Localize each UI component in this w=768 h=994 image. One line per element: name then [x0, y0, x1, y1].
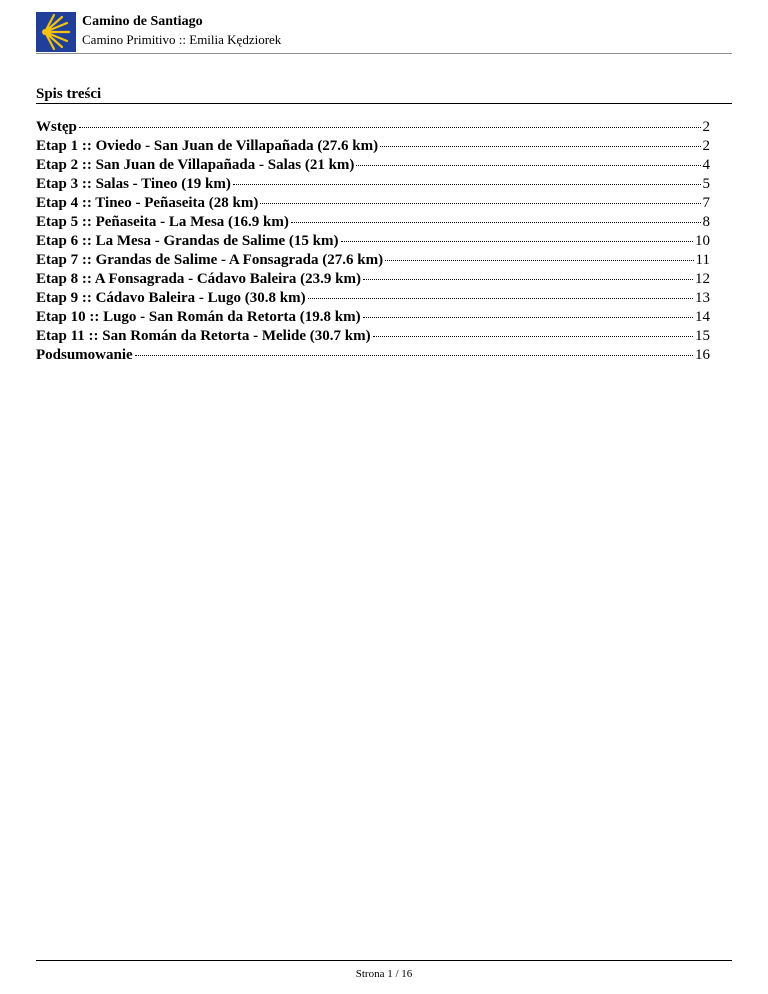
toc-entry[interactable] — [36, 233, 710, 252]
toc-leader-dots — [341, 241, 694, 242]
toc-entry-page[interactable]: 5 — [702, 176, 710, 192]
toc-entry[interactable] — [36, 119, 710, 138]
toc-entry-label[interactable]: Etap 8 :: A Fonsagrada - Cádavo Baleira (23.9 km) — [36, 271, 362, 287]
toc-entry-label[interactable]: Etap 11 :: San Román da Retorta - Melide (30.7 km) — [36, 328, 371, 344]
toc-entry-page[interactable]: 13 — [695, 290, 710, 306]
toc-entry-page[interactable]: 11 — [695, 252, 710, 268]
toc-entry[interactable] — [36, 214, 710, 233]
toc-entry-page[interactable]: 7 — [702, 195, 710, 211]
toc-entry[interactable] — [36, 290, 710, 309]
toc-entry-label[interactable]: Wstęp — [36, 119, 77, 135]
toc-entry-label[interactable]: Podsumowanie — [36, 347, 133, 363]
page-header — [36, 12, 281, 52]
toc-entry-label[interactable]: Etap 3 :: Salas - Tineo (19 km) — [36, 176, 231, 192]
toc-leader-dots — [363, 279, 693, 280]
site-title: Camino de Santiago — [82, 14, 203, 29]
toc-entry[interactable] — [36, 271, 710, 290]
toc-entry-label[interactable]: Etap 1 :: Oviedo - San Juan de Villapañada (27.6 km) — [36, 138, 379, 154]
toc-entry[interactable] — [36, 176, 710, 195]
toc-leader-dots — [233, 184, 701, 185]
toc-entry-label[interactable]: Etap 9 :: Cádavo Baleira - Lugo (30.8 km) — [36, 290, 306, 306]
toc-entry-page[interactable]: 12 — [695, 271, 710, 287]
toc-entry[interactable] — [36, 328, 710, 347]
toc-leader-dots — [135, 355, 693, 356]
toc-entry[interactable] — [36, 195, 710, 214]
page-number: Strona 1 / 16 — [355, 968, 413, 980]
toc-entry-label[interactable]: Etap 10 :: Lugo - San Román da Retorta (19.8 km) — [36, 309, 361, 325]
toc-entry[interactable] — [36, 252, 710, 271]
table-of-contents — [36, 119, 710, 366]
toc-leader-dots — [380, 146, 700, 147]
toc-entry[interactable] — [36, 157, 710, 176]
toc-divider — [36, 103, 732, 104]
site-subtitle: Camino Primitivo :: Emilia Kędziorek — [82, 32, 282, 47]
toc-leader-dots — [385, 260, 693, 261]
toc-entry-label[interactable]: Etap 5 :: Peñaseita - La Mesa (16.9 km) — [36, 214, 289, 230]
toc-leader-dots — [363, 317, 693, 318]
toc-entry-page[interactable]: 4 — [702, 157, 710, 173]
toc-entry-label[interactable]: Etap 7 :: Grandas de Salime - A Fonsagrada (27.6 km) — [36, 252, 384, 268]
toc-entry-page[interactable]: 2 — [702, 138, 710, 154]
toc-entry[interactable] — [36, 347, 710, 366]
toc-entry-label[interactable]: Etap 4 :: Tineo - Peñaseita (28 km) — [36, 195, 259, 211]
toc-leader-dots — [308, 298, 693, 299]
toc-leader-dots — [260, 203, 700, 204]
toc-entry-label[interactable]: Etap 2 :: San Juan de Villapañada - Salas (21 km) — [36, 157, 355, 173]
toc-entry-page[interactable]: 16 — [695, 347, 710, 363]
toc-entry[interactable] — [36, 138, 710, 157]
scallop-shell-icon — [36, 12, 76, 52]
toc-entry[interactable] — [36, 309, 710, 328]
toc-entry-page[interactable]: 15 — [695, 328, 710, 344]
toc-heading: Spis treści — [36, 86, 102, 102]
toc-entry-label[interactable]: Etap 6 :: La Mesa - Grandas de Salime (15 km) — [36, 233, 339, 249]
header-divider — [36, 53, 732, 54]
toc-leader-dots — [291, 222, 701, 223]
toc-entry-page[interactable]: 10 — [695, 233, 710, 249]
toc-entry-page[interactable]: 14 — [695, 309, 710, 325]
toc-leader-dots — [373, 336, 693, 337]
toc-entry-page[interactable]: 8 — [702, 214, 710, 230]
toc-leader-dots — [356, 165, 700, 166]
toc-entry-page[interactable]: 2 — [702, 119, 710, 135]
toc-leader-dots — [79, 127, 701, 128]
footer-divider — [36, 960, 732, 961]
